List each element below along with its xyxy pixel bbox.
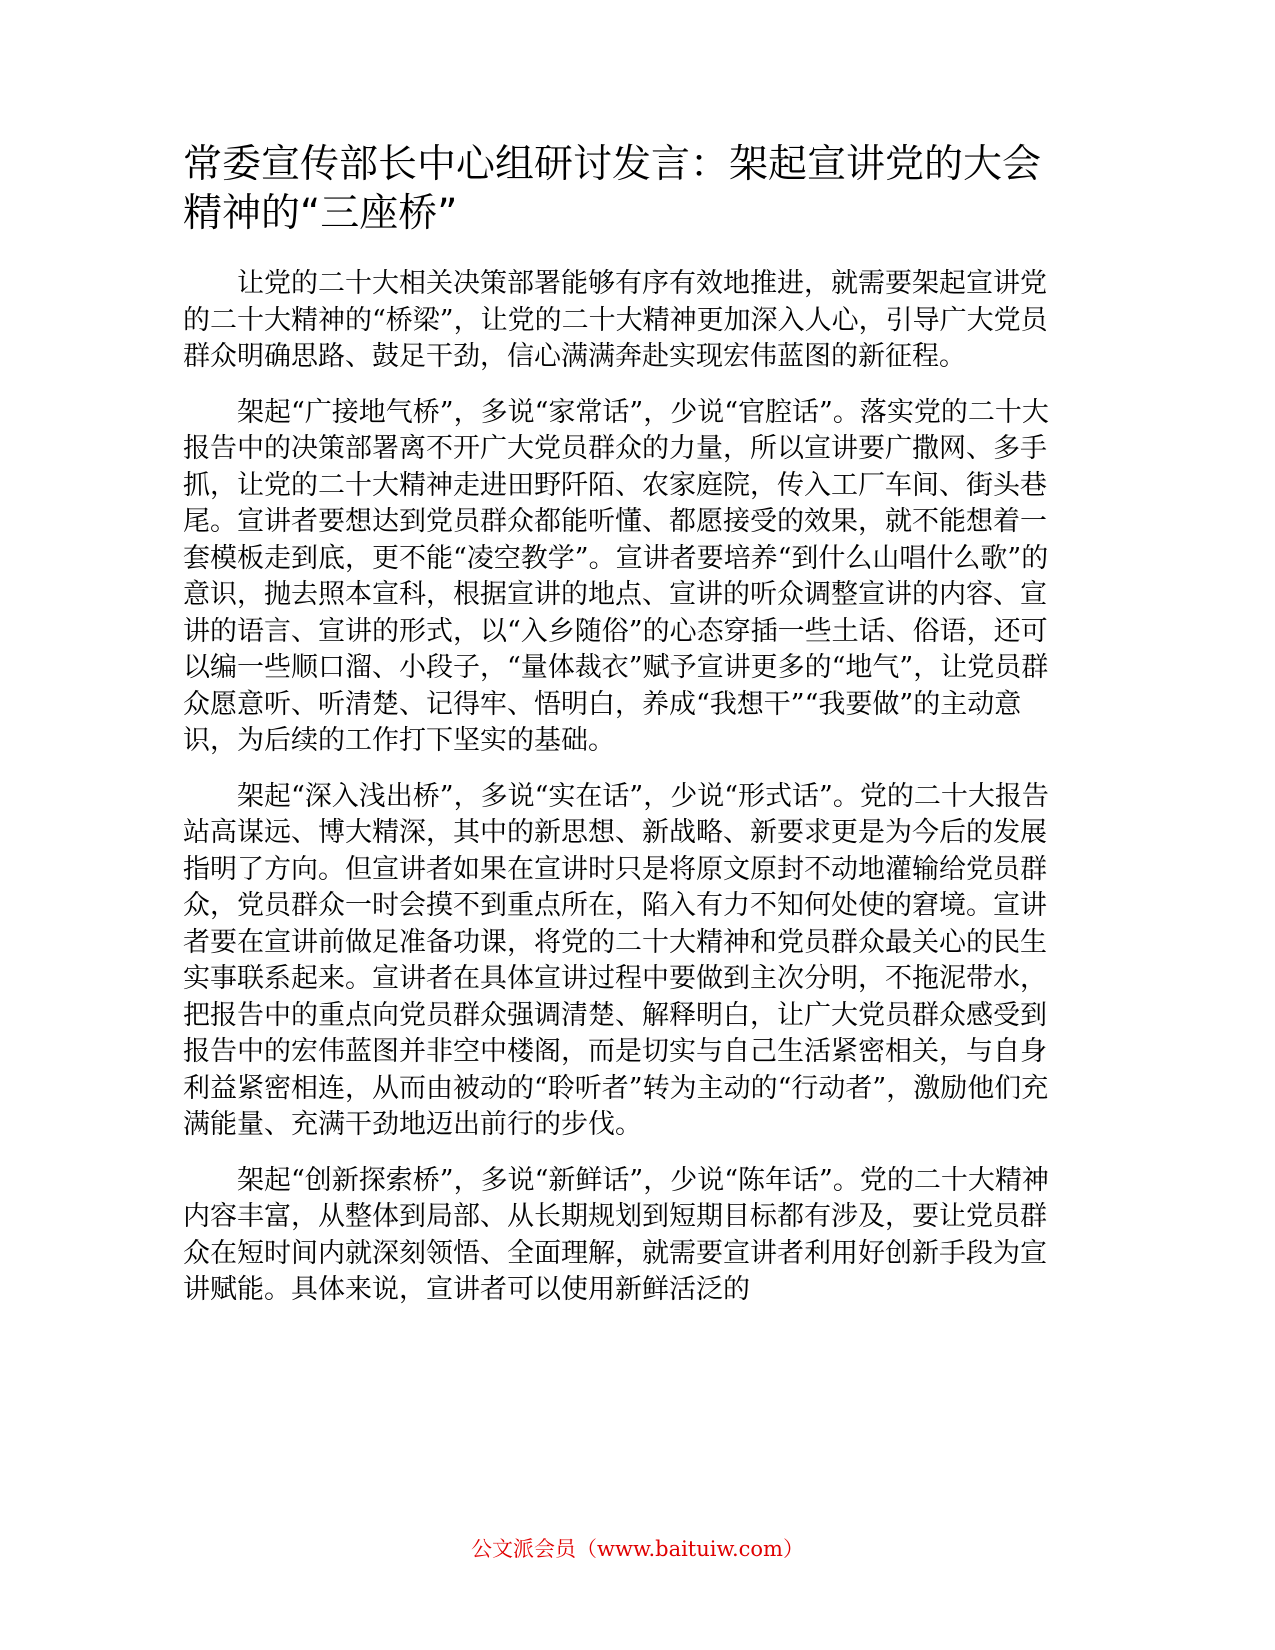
page-title: 常委宣传部长中心组研讨发言：架起宣讲党的大会精神的“三座桥” xyxy=(183,142,1042,236)
body-paragraph-3: 架起“深入浅出桥”，多说“实在话”，少说“形式话”。党的二十大报告站高谋远、博大精深，其中的新思想、新战略、新要求更是为今后的发展指明了方向。但宣讲者如果在宣讲时只是将原文原封不动地灌输给党员群众，党员群众一时会摸不到重点所在，陷入有力不知何处使的窘境。宣讲者要在宣讲前做足准备功课，将党的二十大精神和党员群众最关心的民生实事联系起来。宣讲者在具体宣讲过程中要做到主次分明，不拖泥带水，把报告中的重点向党员群众强调清楚、解释明白，让广大党员群众感受到报告中的宏伟蓝图并非空中楼阁，而是切实与自己生活紧密相关，与自身利益紧密相连，从而由被动的“聆听者”转为主动的“行动者”，激励他们充满能量、充满干劲地迈出前行的步伐。 xyxy=(183,780,1049,1140)
body-paragraph-1: 让党的二十大相关决策部署能够有序有效地推进，就需要架起宣讲党的二十大精神的“桥梁”，让党的二十大精神更加深入人心，引导广大党员群众明确思路、鼓足干劲，信心满满奔赴实现宏伟蓝图的新征程。 xyxy=(183,268,1048,372)
body-paragraph-2: 架起“广接地气桥”，多说“家常话”，少说“官腔话”。落实党的二十大报告中的决策部署离不开广大党员群众的力量，所以宣讲要广撒网、多手抓，让党的二十大精神走进田野阡陌、农家庭院，传入工厂车间、街头巷尾。宣讲者要想达到党员群众都能听懂、都愿接受的效果，就不能想着一套模板走到底，更不能“凌空教学”。宣讲者要培养“到什么山唱什么歌”的意识，抛去照本宣科，根据宣讲的地点、宣讲的听众调整宣讲的内容、宣讲的语言、宣讲的形式，以“入乡随俗”的心态穿插一些土话、俗语，还可以编一些顺口溜、小段子，“量体裁衣”赋予宣讲更多的“地气”，让党员群众愿意听、听清楚、记得牢、悟明白，养成“我想干”“我要做”的主动意识，为后续的工作打下坚实的基础。 xyxy=(183,396,1049,756)
body-paragraph-4: 架起“创新探索桥”，多说“新鲜话”，少说“陈年话”。党的二十大精神内容丰富，从整体到局部、从长期规划到短期目标都有涉及，要让党员群众在短时间内就深刻领悟、全面理解，就需要宣讲者利用好创新手段为宣讲赋能。具体来说，宣讲者可以使用新鲜活泛的 xyxy=(183,1164,1049,1305)
footer-watermark-text: 公文派会员（www.baituiw.com） xyxy=(471,1537,804,1561)
document-body xyxy=(183,266,1053,1328)
